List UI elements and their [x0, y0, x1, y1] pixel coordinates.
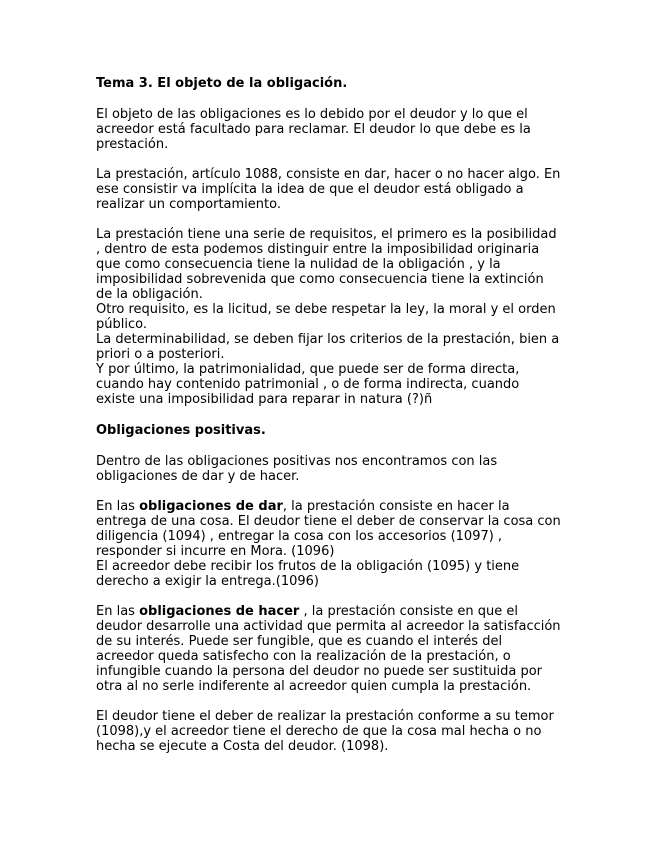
- hacer-prefix: En las: [96, 604, 140, 619]
- document-body: [96, 76, 561, 769]
- dar-text: , la prestación consiste en hacer la entrega de una cosa. El deudor tiene el deber de conservar la cosa con diligencia (1094) , entregar la cosa con los accesorios (1097) , responder si incurre en Mora. (1096): [96, 499, 561, 559]
- paragraph-obligaciones-positivas: Dentro de las obligaciones positivas nos encontramos con las obligaciones de dar y de hacer.: [96, 454, 498, 484]
- dar-term: obligaciones de dar: [139, 499, 283, 514]
- paragraph-acreedor: El acreedor debe recibir los frutos de la obligación (1095) y tiene derecho a exigir la entrega.(1096): [96, 559, 520, 589]
- paragraph-obligaciones-hacer: [96, 604, 561, 694]
- dar-prefix: En las: [96, 499, 140, 514]
- section-heading: Obligaciones positivas.: [96, 423, 266, 438]
- hacer-text: , la prestación consiste en que el deudor desarrolle una actividad que permita al acreedor la satisfacción de su interés. Puede ser fungible, que es cuando el interés del acreedor queda satisfecho con la realización de la prestación, o infungible cuando la persona del deudor no puede ser sustituida por otra al no serle indiferente al acreedor quien cumpla la prestación.: [96, 604, 561, 694]
- paragraph-requisitos: La prestación tiene una serie de requisitos, el primero es la posibilidad , dentro de esta podemos distinguir entre la imposibilidad originaria que como consecuencia tiene la nulidad de la obligación , y la imposibilidad sobrevenida que como consecuencia tiene la extinción de la obligación.: [96, 227, 557, 302]
- page-title: Tema 3. El objeto de la obligación.: [96, 76, 348, 91]
- paragraph-determinabilidad: La determinabilidad, se deben fijar los criterios de la prestación, bien a priori o a posteriori.: [96, 332, 560, 362]
- paragraph-deber-deudor: El deudor tiene el deber de realizar la prestación conforme a su temor (1098),y el acreedor tiene el derecho de que la cosa mal hecha o no hecha se ejecute a Costa del deudor. (1098).: [96, 709, 554, 754]
- paragraph-patrimonialidad: Y por último, la patrimonialidad, que puede ser de forma directa, cuando hay contenido patrimonial , o de forma indirecta, cuando existe una imposibilidad para reparar in natura (?)ñ: [96, 362, 520, 407]
- paragraph-prestacion: La prestación, artículo 1088, consiste en dar, hacer o no hacer algo. En ese consistir va implícita la idea de que el deudor está obligado a realizar un comportamiento.: [96, 167, 561, 212]
- paragraph-obligaciones-dar: [96, 499, 561, 559]
- hacer-term: obligaciones de hacer: [139, 604, 300, 619]
- paragraph-objeto: El objeto de las obligaciones es lo debido por el deudor y lo que el acreedor está facultado para reclamar. El deudor lo que debe es la prestación.: [96, 107, 531, 152]
- paragraph-licitud: Otro requisito, es la licitud, se debe respetar la ley, la moral y el orden público.: [96, 302, 556, 332]
